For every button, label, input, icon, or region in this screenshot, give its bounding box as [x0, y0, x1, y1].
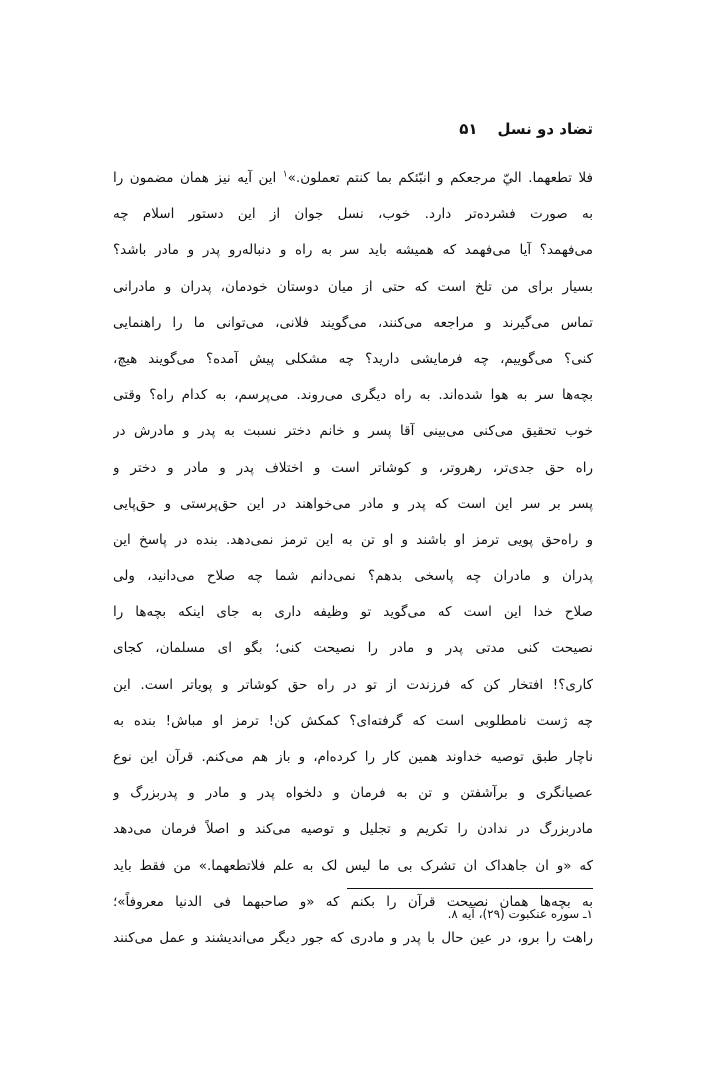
paragraph-line: کاری؟! افتخار کن که فرزندت از تو در راه حق کوشاتر و پویاتر است. این — [113, 676, 593, 693]
paragraph-line: تماس می‌گیرند و مراجعه می‌کنند، می‌گویند فلانی، می‌توانی ما را راهنمایی — [113, 314, 593, 331]
paragraph-line: بچه‌ها سر به هوا شده‌اند. به راه دیگری می‌روند. می‌پرسم، به کدام راه؟ وقتی — [113, 387, 593, 404]
paragraph-line: می‌فهمد؟ آیا می‌فهمد که همیشه باید سر به راه و دنباله‌رو پدر و مادر باشد؟ — [113, 242, 593, 259]
line-continuation: این آیه نیز همان مضمون را — [113, 170, 277, 186]
paragraph-line: پسر بر سر این است که پدر و مادر می‌خواهند در این حق‌پرستی و حق‌پایی — [113, 495, 593, 512]
paragraph-line: کنی؟ می‌گوییم، چه فرمایشی دارید؟ چه مشکلی پیش آمده؟ می‌گویند هیچ، — [113, 350, 593, 367]
paragraph-line: بسیار برای من تلخ است که حتی از میان دوستان خودمان، پدران و مادرانی — [113, 278, 593, 295]
paragraph-line: به بچه‌ها همان نصیحت قرآن را بکنم که «و صاحبهما فی الدنیا معروفاً»؛ — [113, 893, 593, 910]
paragraph-line: ناچار طبق توصیه خداوند همین کار را کرده‌ام، و باز هم می‌کنم. قرآن این نوع — [113, 749, 593, 765]
paragraph-line: صلاح خدا این است که می‌گوید تو وظیفه داری به جای اینکه بچه‌ها را — [113, 604, 593, 621]
chapter-title: تضاد دو نسل — [497, 120, 593, 138]
paragraph-line: به صورت فشرده‌تر دارد. خوب، نسل جوان از این دستور اسلام چه — [113, 206, 593, 223]
paragraph-line: پدران و مادران چه پاسخی بدهم؟ نمی‌دانم شما چه صلاح می‌دانید، ولی — [113, 568, 593, 585]
footnote: ۱ـ سوره عنکبوت (۲۹)، آیه ۸. — [447, 907, 593, 921]
paragraph-line: خوب تحقیق می‌کنی می‌بینی آقا پسر و خانم دختر نسبت به پدر و مادرش در — [113, 423, 593, 440]
paragraph-line: راهت را برو، در عین حال با پدر و مادری که جور دیگر می‌اندیشند و عمل می‌کنند — [113, 929, 593, 946]
running-header — [459, 120, 593, 144]
paragraph-line: راه حق جدی‌تر، رهروتر، و کوشاتر است و اختلاف پدر و مادر و دختر و — [113, 459, 593, 476]
quote-fragment: فلا تطعهما. اليّ مرجعكم و انبّئكم بما كنتم تعملون.» — [287, 170, 593, 186]
footnote-divider — [347, 888, 593, 889]
paragraph-line: چه ژست نامطلوبی است که گرفته‌ای؟ کمکش کن! ترمز او مباش! بنده به — [113, 712, 593, 729]
footnote-marker: ۱ — [282, 169, 288, 180]
paragraph-line — [113, 160, 593, 196]
paragraph-line: نصیحت کنی مدتی پدر و مادر را نصیحت کنی؛ بگو ای مسلمان، کجای — [113, 640, 593, 657]
body-text — [113, 160, 593, 956]
paragraph-line: عصیانگری و برآشفتن و تن به فرمان و دلخواه پدر و مادر و پدربزرگ و — [113, 785, 593, 802]
paragraph-line: مادربزرگ در ندادن را تکریم و تجلیل و توصیه می‌کند و اصلاً فرمان می‌دهد — [113, 821, 593, 838]
paragraph-line: و راه‌حق پویی ترمز او باشند و او تن به این ترمز نمی‌دهد. بنده در پاسخ این — [113, 531, 593, 548]
page-number: ۵۱ — [459, 120, 478, 138]
paragraph-line: که «و ان جاهداک ان تشرک بی ما لیس لک به علم فلاتطعهما.» من فقط باید — [113, 857, 593, 874]
